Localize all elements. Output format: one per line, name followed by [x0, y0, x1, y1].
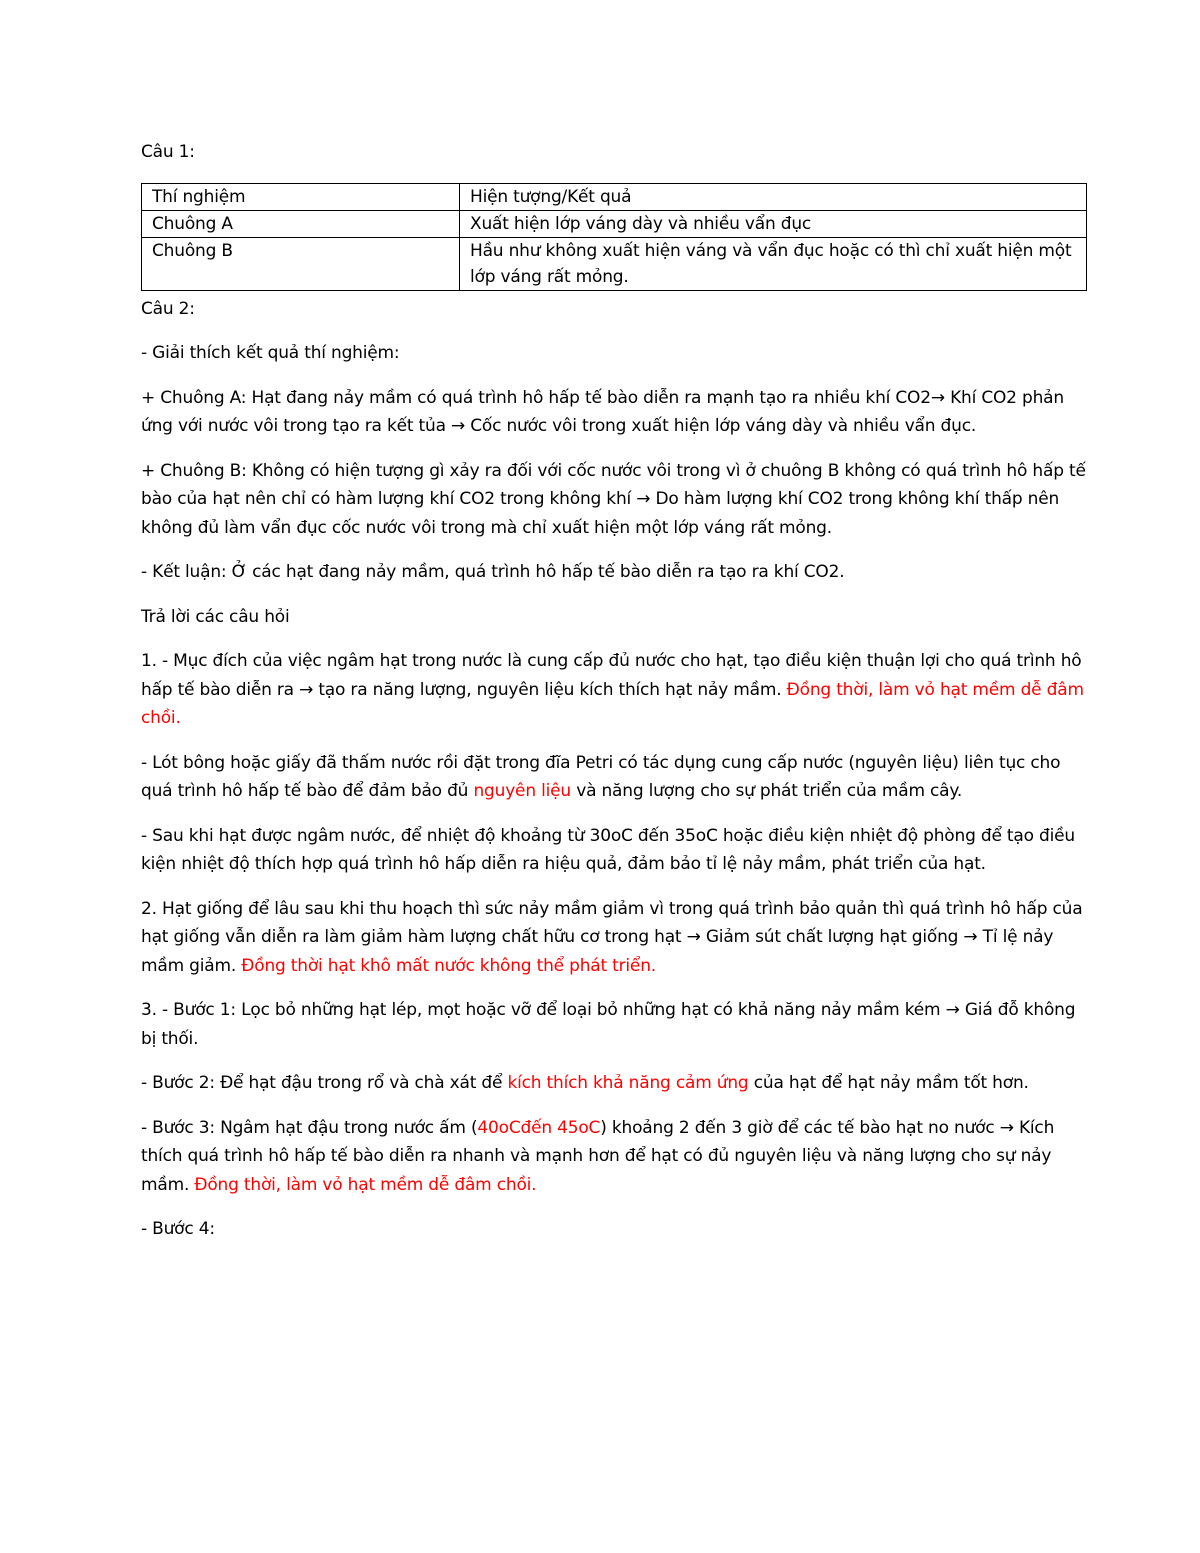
answer-3-step-3 [141, 1114, 1086, 1200]
bell-a-explanation: + Chuông A: Hạt đang nảy mầm có quá trình hô hấp tế bào diễn ra mạnh tạo ra nhiều khí CO2→ Khí CO2 phản ứng với nước vôi trong tạo ra kết tủa → Cốc nước vôi trong xuất hiện lớp váng dày và nhiều vẩn đục. [141, 387, 1064, 436]
table-header-cell: Thí nghiệm [142, 183, 460, 210]
answer-2-highlight: Đồng thời hạt khô mất nước không thể phát triển. [241, 955, 656, 976]
conclusion: - Kết luận: Ở các hạt đang nảy mầm, quá trình hô hấp tế bào diễn ra tạo ra khí CO2. [141, 562, 845, 582]
step-3-highlight: Đồng thời, làm vỏ hạt mềm dễ đâm chồi. [194, 1174, 537, 1195]
answer-2-text: 2. Hạt giống để lâu sau khi thu hoạch thì sức nảy mầm giảm vì trong quá trình bảo quản thì quá trình hô hấp của hạt giống vẫn diễn ra làm giảm hàm lượng chất hữu cơ trong hạt → Giảm sút chất lượng hạt giống → Tỉ lệ nảy mầm giảm. [141, 898, 1083, 976]
step-2-highlight: kích thích khả năng cảm ứng [507, 1073, 749, 1093]
answers-heading: Trả lời các câu hỏi [141, 606, 290, 627]
table-cell: Chuông A [142, 210, 460, 237]
step-3-text: - Bước 3: Ngâm hạt đậu trong nước ấm ( [141, 1117, 478, 1138]
answer-3-step-4: - Bước 4: [141, 1219, 215, 1239]
step-3-text-middle: ) khoảng 2 đến 3 giờ để các tế bào hạt no nước → Kích thích quá trình hô hấp tế bào diễn ra nhanh và mạnh hơn để hạt có đủ nguyên liệu và năng lượng cho sự nảy mầm. [141, 1117, 1055, 1195]
answer-1-cotton-highlight: nguyên liệu [473, 781, 571, 801]
answer-1-cotton-text: - Lót bông hoặc giấy đã thấm nước rồi đặt trong đĩa Petri có tác dụng cung cấp nước (nguyên liệu) liên tục cho quá trình hô hấp tế bào để đảm bảo đủ [141, 752, 1061, 801]
table-row [142, 237, 1087, 290]
explanation-title: - Giải thích kết quả thí nghiệm: [141, 343, 400, 363]
answer-1-highlight: Đồng thời, làm vỏ hạt mềm dễ đâm chồi. [141, 679, 1084, 728]
document-page [141, 138, 1086, 1260]
bell-b-explanation: + Chuông B: Không có hiện tượng gì xảy ra đối với cốc nước vôi trong vì ở chuông B không có quá trình hô hấp tế bào của hạt nên chỉ có hàm lượng khí CO2 trong không khí → Do hàm lượng khí CO2 trong không khí thấp nên không đủ làm vẩn đục cốc nước vôi trong mà chỉ xuất hiện một lớp váng rất mỏng. [141, 460, 1086, 538]
answer-1-cotton-text-end: và năng lượng cho sự phát triển của mầm cây. [576, 781, 963, 801]
table-header-row [142, 183, 1087, 210]
table-cell: Hầu như không xuất hiện váng và vẩn đục hoặc có thì chỉ xuất hiện một lớp váng rất mỏng. [460, 237, 1087, 290]
answer-1-temperature: - Sau khi hạt được ngâm nước, để nhiệt độ khoảng từ 30oC đến 35oC hoặc điều kiện nhiệt độ phòng để tạo điều kiện nhiệt độ thích hợp quá trình hô hấp diễn ra hiệu quả, đảm bảo tỉ lệ nảy mầm, phát triển của hạt. [141, 825, 1075, 874]
results-table [141, 183, 1087, 291]
answer-1-cotton [141, 749, 1086, 806]
table-header-cell: Hiện tượng/Kết quả [460, 183, 1087, 210]
step-2-text: - Bước 2: Để hạt đậu trong rổ và chà xát để [141, 1073, 503, 1093]
question-2-heading: Câu 2: [141, 298, 195, 319]
table-cell: Xuất hiện lớp váng dày và nhiều vẩn đục [460, 210, 1087, 237]
table-row [142, 210, 1087, 237]
step-3-temperature-highlight: 40oCđến 45oC [477, 1117, 601, 1138]
answer-2 [141, 895, 1086, 981]
answer-1-soaking [141, 647, 1086, 733]
question-1-heading: Câu 1: [141, 142, 195, 162]
answer-3-step-1: 3. - Bước 1: Lọc bỏ những hạt lép, mọt hoặc vỡ để loại bỏ những hạt có khả năng nảy mầm kém → Giá đỗ không bị thối. [141, 1000, 1076, 1049]
answer-3-step-2 [141, 1069, 1086, 1098]
answer-1-text: 1. - Mục đích của việc ngâm hạt trong nước là cung cấp đủ nước cho hạt, tạo điều kiện thuận lợi cho quá trình hô hấp tế bào diễn ra → tạo ra năng lượng, nguyên liệu kích thích hạt nảy mầm. [141, 651, 1082, 700]
step-2-text-end: của hạt để hạt nảy mầm tốt hơn. [753, 1073, 1029, 1093]
table-cell: Chuông B [142, 237, 460, 290]
